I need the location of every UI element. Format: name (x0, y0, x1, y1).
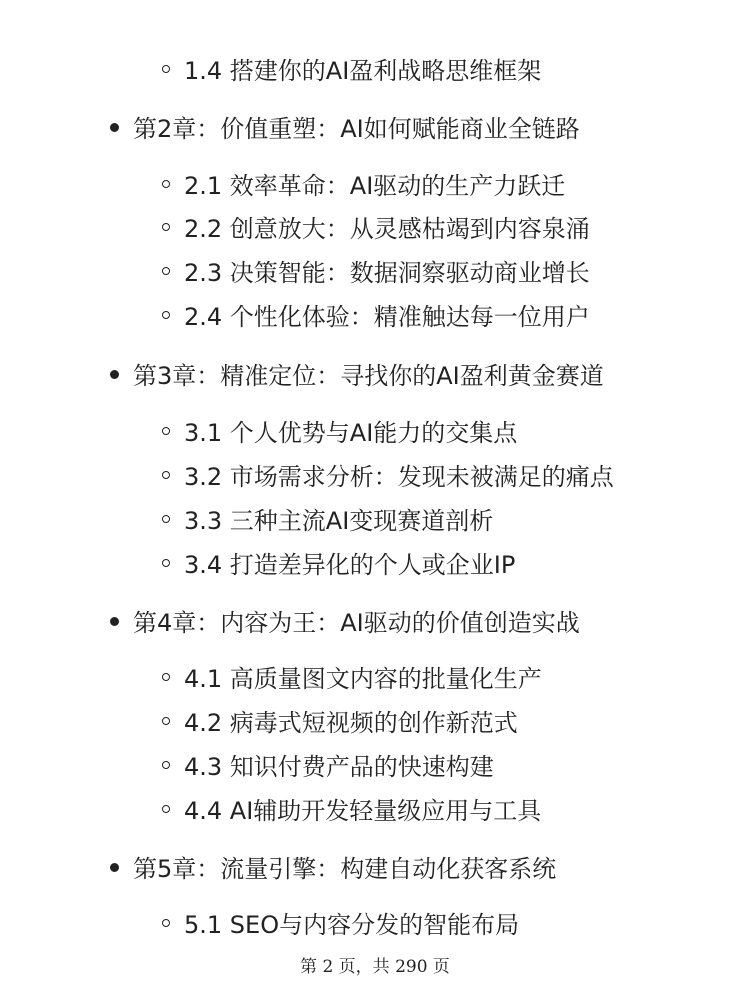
toc-item-label: 3.3 三种主流AI变现赛道剖析 (184, 507, 494, 535)
toc-item-label: 4.4 AI辅助开发轻量级应用与工具 (184, 797, 542, 825)
toc-item-label: 2.4 个性化体验：精准触达每一位用户 (184, 303, 590, 331)
toc-item-label: 1.4 搭建你的AI盈利战略思维框架 (184, 57, 542, 85)
toc-section-3-1 (162, 420, 517, 445)
hollow-circle-bullet-icon (162, 805, 170, 813)
hollow-circle-bullet-icon (162, 471, 170, 479)
hollow-circle-bullet-icon (162, 673, 170, 681)
toc-section-3-2 (162, 464, 614, 489)
toc-section-4-3 (162, 754, 494, 779)
toc-chapter-2 (110, 116, 580, 141)
hollow-circle-bullet-icon (162, 223, 170, 231)
toc-item-label: 4.1 高质量图文内容的批量化生产 (184, 665, 542, 693)
toc-chapter-3 (110, 363, 604, 388)
toc-section-4-4 (162, 798, 541, 823)
filled-disc-bullet-icon (110, 863, 119, 872)
toc-item-label: 2.2 创意放大：从灵感枯竭到内容泉涌 (184, 215, 590, 243)
filled-disc-bullet-icon (110, 617, 119, 626)
toc-item-label: 4.3 知识付费产品的快速构建 (184, 753, 494, 781)
toc-item-label: 3.1 个人优势与AI能力的交集点 (184, 419, 518, 447)
toc-section-4-1 (162, 666, 542, 691)
toc-section-1-4 (162, 58, 541, 83)
toc-item-label: 3.4 打造差异化的个人或企业IP (184, 551, 516, 579)
toc-section-5-1 (162, 912, 519, 937)
toc-item-label: 第3章：精准定位：寻找你的AI盈利黄金赛道 (133, 362, 604, 390)
toc-item-label: 第5章：流量引擎：构建自动化获客系统 (133, 855, 557, 883)
toc-section-2-2 (162, 216, 590, 241)
toc-section-2-4 (162, 304, 590, 329)
toc-item-label: 4.2 病毒式短视频的创作新范式 (184, 709, 518, 737)
toc-section-4-2 (162, 710, 518, 735)
toc-chapter-5 (110, 856, 556, 881)
toc-item-label: 第4章：内容为王：AI驱动的价值创造实战 (133, 609, 580, 637)
hollow-circle-bullet-icon (162, 427, 170, 435)
toc-section-3-3 (162, 508, 493, 533)
hollow-circle-bullet-icon (162, 559, 170, 567)
toc-section-3-4 (162, 552, 515, 577)
toc-section-2-3 (162, 260, 590, 285)
filled-disc-bullet-icon (110, 370, 119, 379)
hollow-circle-bullet-icon (162, 65, 170, 73)
hollow-circle-bullet-icon (162, 919, 170, 927)
toc-item-label: 2.1 效率革命：AI驱动的生产力跃迁 (184, 172, 566, 200)
toc-item-label: 第2章：价值重塑：AI如何赋能商业全链路 (133, 115, 580, 143)
page-number-footer: 第 2 页，共 290 页 (300, 957, 450, 977)
hollow-circle-bullet-icon (162, 311, 170, 319)
toc-item-label: 5.1 SEO与内容分发的智能布局 (184, 911, 520, 939)
toc-item-label: 3.2 市场需求分析：发现未被满足的痛点 (184, 463, 614, 491)
hollow-circle-bullet-icon (162, 515, 170, 523)
toc-chapter-4 (110, 610, 580, 635)
toc-item-label: 2.3 决策智能：数据洞察驱动商业增长 (184, 259, 590, 287)
hollow-circle-bullet-icon (162, 717, 170, 725)
hollow-circle-bullet-icon (162, 761, 170, 769)
toc-section-2-1 (162, 173, 565, 198)
hollow-circle-bullet-icon (162, 180, 170, 188)
hollow-circle-bullet-icon (162, 267, 170, 275)
filled-disc-bullet-icon (110, 123, 119, 132)
